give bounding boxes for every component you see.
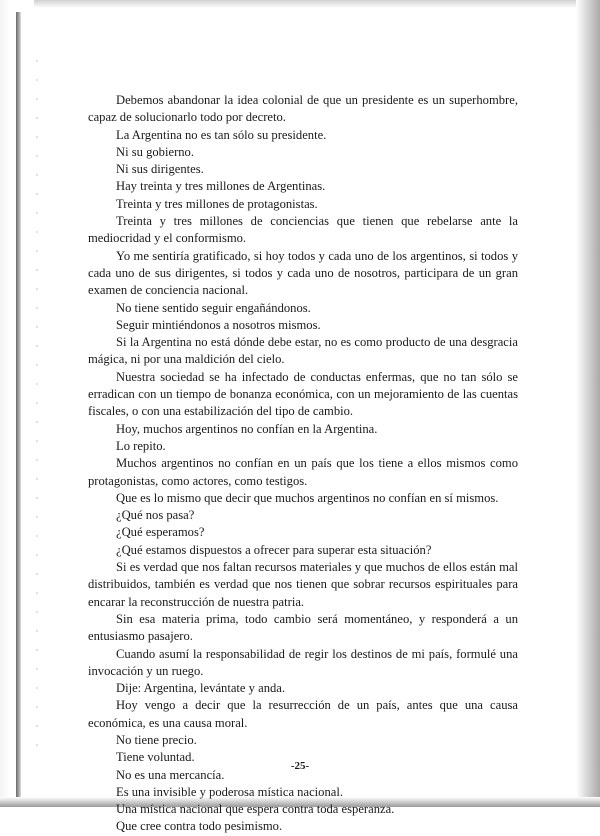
paragraph: No tiene sentido seguir engañándonos. [116, 300, 311, 315]
page-number: -25- [290, 760, 310, 772]
paragraph: ¿Qué esperamos? [116, 525, 205, 540]
paragraph: Debemos abandonar la idea colonial de que un presidente es un superhombre, capaz de solucionarlo todo por decreto. [88, 93, 518, 125]
paragraph: Sin esa materia prima, todo cambio será momentáneo, y responderá a un entusiasmo pasajero. [88, 611, 518, 644]
paragraph: Es una invisible y poderosa mística nacional. [116, 784, 343, 799]
paragraph: Tiene voluntad. [116, 750, 195, 765]
paragraph: Que cree contra todo pesimismo. [116, 819, 283, 834]
paragraph: Dije: Argentina, levántate y anda. [116, 681, 286, 696]
scan-top-shadow [0, 0, 600, 8]
paragraph: Nuestra sociedad se ha infectado de conductas enfermas, que no tan sólo se erradican con un tiempo de bonanza económica, con un mejoramiento de las cuentas fiscales, o con una estabilización del tipo de cambio. [88, 369, 518, 419]
paragraph: Una mística nacional que espera contra toda esperanza. [116, 802, 395, 817]
paragraph: Ni sus dirigentes. [116, 162, 204, 177]
paragraph: Treinta y tres millones de protagonistas. [116, 196, 318, 211]
paragraph: Yo me sentiría gratificado, si hoy todos y cada uno de los argentinos, si todos y cada uno de sus dirigentes, si todos y cada uno de nosotros, participara de un gran examen de conciencia nacional. [88, 248, 518, 298]
paragraph: Si la Argentina no está dónde debe estar, no es como producto de una desgracia mágica, ni por una maldición del cielo. [88, 335, 518, 367]
binding-edge [16, 12, 21, 802]
paragraph: Lo repito. [116, 438, 166, 453]
paragraph: Treinta y tres millones de conciencias que tienen que rebelarse ante la mediocridad y el conformismo. [88, 214, 518, 246]
paragraph: Cuando asumí la responsabilidad de regir los destinos de mi país, formulé una invocación y un ruego. [88, 646, 518, 678]
paragraph: Seguir mintiéndonos a nosotros mismos. [116, 317, 321, 332]
paragraph: ¿Qué nos pasa? [116, 508, 195, 523]
paragraph: Si es verdad que nos faltan recursos materiales y que muchos de ellos están mal distribuidos, también es verdad que nos tienen que sobrar recursos espirituales para encarar la reconstrucción de nuestra patria. [88, 560, 518, 609]
paragraph: No tiene precio. [116, 732, 197, 747]
paragraph: La Argentina no es tan sólo su presidente. [116, 127, 327, 142]
paragraph: Ni su gobierno. [116, 144, 195, 159]
paragraph: Que es lo mismo que decir que muchos argentinos no confían en sí mismos. [116, 490, 499, 505]
page-body [88, 92, 518, 836]
paragraph: Muchos argentinos no confían en un país que los tiene a ellos mismos como protagonistas, como actores, como testigos. [88, 456, 518, 488]
paragraph: Hoy vengo a decir que la resurrección de un país, antes que una causa económica, es una causa moral. [88, 698, 518, 730]
paragraph: ¿Qué estamos dispuestos a ofrecer para superar esta situación? [116, 542, 432, 557]
paragraph: Hoy, muchos argentinos no confían en la Argentina. [116, 421, 378, 436]
paragraph: Hay treinta y tres millones de Argentinas. [116, 179, 326, 194]
scan-right-shadow [576, 0, 600, 807]
scan-specks [36, 60, 38, 760]
paragraph: No es una mercancía. [116, 767, 225, 782]
